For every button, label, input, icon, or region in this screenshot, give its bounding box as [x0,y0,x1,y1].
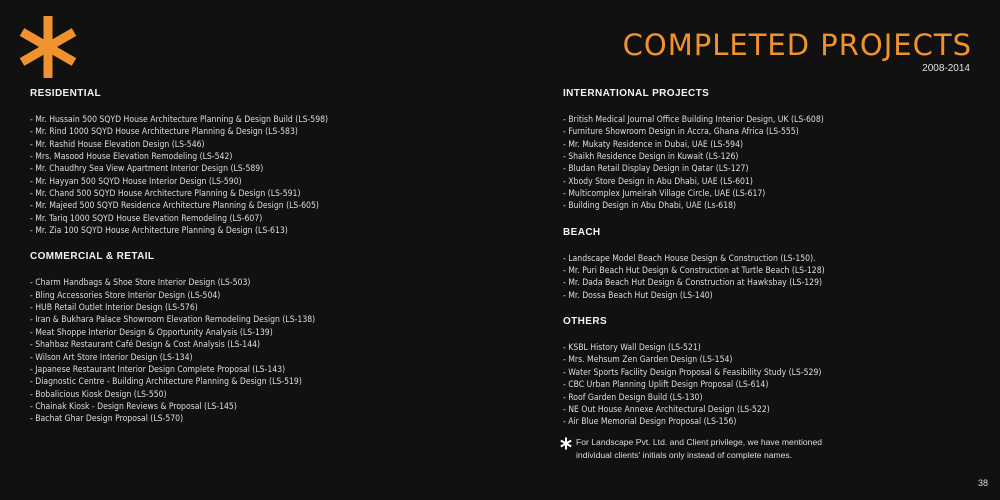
right-column [563,88,983,443]
page-number: 38 [977,478,988,488]
project-item: - Mr. Puri Beach Hut Design & Construction at Turtle Beach (LS-128) [563,266,825,277]
beach-list [563,253,983,302]
project-item: - Chainak Kiosk - Design Reviews & Proposal (LS-145) [30,401,237,412]
asterisk-logo-icon [18,12,78,82]
project-item: - Iran & Bukhara Palace Showroom Elevation Remodeling Design (LS-138) [30,315,316,326]
project-item: - Bludan Retail Display Design in Qatar (LS-127) [563,164,749,175]
project-item: - HUB Retail Outlet Interior Design (LS-576) [30,303,198,314]
project-item: - Wilson Art Store Interior Design (LS-134) [30,352,193,363]
project-item: - Mr. Dada Beach Hut Design & Construction at Hawksbay (LS-129) [563,278,823,289]
section-title-international: INTERNATIONAL PROJECTS [563,88,710,99]
privilege-note-text: For Landscape Pvt. Ltd. and Client privilege, we have mentioned individual clients' initials only instead of complete names. [576,437,823,460]
project-item: - KSBL History Wall Design (LS-521) [563,343,701,354]
project-item: - Mr. Chaudhry Sea View Apartment Interior Design (LS-589) [30,164,264,175]
project-item: - Air Blue Memorial Design Proposal (LS-156) [563,417,737,428]
project-item: - Mr. Rind 1000 SQYD House Architecture Planning & Design (LS-583) [30,127,298,138]
project-item: - Furniture Showroom Design in Accra, Ghana Africa (LS-555) [563,127,799,138]
project-item: - Mr. Hussain 500 SQYD House Architecture Planning & Design Build (LS-598) [30,115,329,125]
year-range: 2008-2014 [922,63,970,74]
project-item: - Mrs. Masood House Elevation Remodeling (LS-542) [30,152,233,163]
project-item: - Charm Handbags & Shoe Store Interior Design (LS-503) [30,278,251,289]
project-item: - Mr. Dossa Beach Hut Design (LS-140) [563,290,713,301]
privilege-note [560,436,836,461]
project-item: - CBC Urban Planning Uplift Design Proposal (LS-614) [563,380,769,391]
project-item: - Mr. Tariq 1000 SQYD House Elevation Remodeling (LS-607) [30,213,263,224]
project-item: - Mr. Hayyan 500 SQYD House Interior Design (LS-590) [30,176,242,187]
page-title: COMPLETED PROJECTS [622,28,972,62]
project-item: - NE Out House Annexe Architectural Design (LS-522) [563,404,770,415]
section-title-residential: RESIDENTIAL [30,88,102,99]
project-item: - Meat Shoppe Interior Design & Opportunity Analysis (LS-139) [30,327,273,338]
project-item: - Roof Garden Design Build (LS-130) [563,392,703,403]
project-item: - Diagnostic Centre - Building Architecture Planning & Design (LS-519) [30,377,302,388]
project-item: - Bling Accessories Store Interior Design (LS-504) [30,290,221,301]
project-item: - Mr. Majeed 500 SQYD Residence Architecture Planning & Design (LS-605) [30,201,319,212]
asterisk-icon [560,437,572,450]
left-column [30,88,450,440]
project-item: - Landscape Model Beach House Design & Construction (LS-150). [563,253,816,264]
project-item: - Bobalicious Kiosk Design (LS-550) [30,389,167,400]
project-item: - British Medical Journal Office Building Interior Design, UK (LS-608) [563,115,824,125]
commercial-list [30,277,450,425]
section-title-commercial: COMMERCIAL & RETAIL [30,251,155,263]
project-item: - Mr. Chand 500 SQYD House Architecture Planning & Design (LS-591) [30,189,301,200]
international-list [563,114,983,213]
project-item: - Japanese Restaurant Interior Design Complete Proposal (LS-143) [30,364,286,375]
project-item: - Mrs. Mehsum Zen Garden Design (LS-154) [563,355,733,366]
project-item: - Xbody Store Design in Abu Dhabi, UAE (LS-601) [563,176,753,187]
others-list [563,342,983,428]
project-item: - Bachat Ghar Design Proposal (LS-570) [30,414,184,425]
project-item: - Multicomplex Jumeirah Village Circle, UAE (LS-617) [563,189,766,200]
project-item: - Shaikh Residence Design in Kuwait (LS-126) [563,152,739,163]
project-item: - Mr. Zia 100 SQYD House Architecture Planning & Design (LS-613) [30,226,288,237]
section-title-others: OTHERS [563,316,608,328]
project-item: - Shahbaz Restaurant Café Design & Cost Analysis (LS-144) [30,340,261,351]
project-item: - Water Sports Facility Design Proposal & Feasibility Study (LS-529) [563,367,822,378]
project-item: - Mr. Rashid House Elevation Design (LS-546) [30,139,205,150]
project-item: - Mr. Mukaty Residence in Dubai, UAE (LS-594) [563,139,744,150]
section-title-beach: BEACH [563,226,601,238]
residential-list [30,114,450,237]
project-item: - Building Design in Abu Dhabi, UAE (Ls-618) [563,201,737,212]
